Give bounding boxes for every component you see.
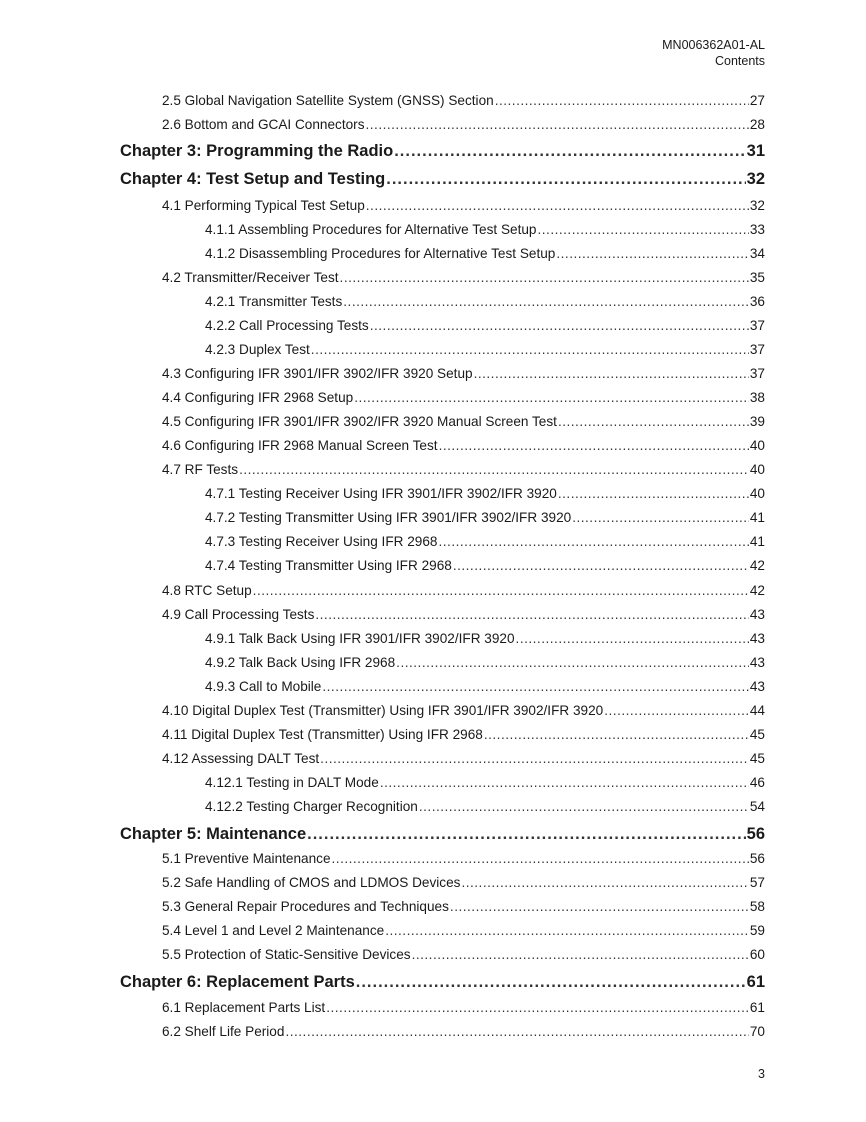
toc-entry-title: 4.4 Configuring IFR 2968 Setup (162, 390, 354, 405)
toc-entry-title: 2.6 Bottom and GCAI Connectors (162, 117, 365, 132)
dot-leader (322, 677, 749, 697)
toc-entry-title: 4.2 Transmitter/Receiver Test (162, 270, 339, 285)
dot-leader (253, 581, 749, 601)
toc-chapter-entry[interactable] (120, 139, 765, 163)
toc-entry[interactable] (205, 244, 765, 264)
toc-entry[interactable] (162, 460, 765, 480)
dot-leader (285, 1022, 748, 1042)
toc-entry-title: 4.10 Digital Duplex Test (Transmitter) Using IFR 3901/IFR 3902/IFR 3920 (162, 703, 604, 718)
toc-entry-page: 27 (749, 93, 765, 108)
toc-entry-page: 40 (749, 486, 765, 501)
toc-entry-title: 4.3 Configuring IFR 3901/IFR 3902/IFR 3920 Setup (162, 366, 473, 381)
toc-entry-title: 4.9.1 Talk Back Using IFR 3901/IFR 3902/IFR 3920 (205, 631, 515, 646)
toc-entry-page: 45 (749, 727, 765, 742)
toc-entry[interactable] (205, 484, 765, 504)
toc-entry[interactable] (162, 897, 765, 917)
toc-entry[interactable] (162, 921, 765, 941)
toc-entry-title: 5.2 Safe Handling of CMOS and LDMOS Devices (162, 875, 461, 890)
toc-entry-title: 4.1.1 Assembling Procedures for Alternative Test Setup (205, 222, 537, 237)
toc-entry-title: 4.2.1 Transmitter Tests (205, 294, 343, 309)
toc-chapter-entry[interactable] (120, 970, 765, 994)
dot-leader (396, 653, 749, 673)
toc-entry[interactable] (162, 115, 765, 135)
dot-leader (450, 897, 749, 917)
toc-entry-page: 32 (749, 198, 765, 213)
toc-entry[interactable] (205, 340, 765, 360)
page-header (662, 37, 765, 69)
dot-leader (516, 629, 749, 649)
dot-leader (556, 244, 749, 264)
dot-leader (340, 268, 749, 288)
toc-entry-page: 43 (749, 655, 765, 670)
toc-entry-title: 4.7.3 Testing Receiver Using IFR 2968 (205, 534, 438, 549)
dot-leader (453, 556, 749, 576)
toc-entry-page: 58 (749, 899, 765, 914)
toc-entry[interactable] (162, 725, 765, 745)
toc-entry-page: 44 (749, 703, 765, 718)
toc-entry[interactable] (162, 1022, 765, 1042)
toc-entry-page: 32 (746, 170, 765, 188)
toc-entry-title: 5.4 Level 1 and Level 2 Maintenance (162, 923, 385, 938)
toc-entry[interactable] (205, 316, 765, 336)
toc-entry-title: 6.2 Shelf Life Period (162, 1024, 285, 1039)
toc-entry-page: 28 (749, 117, 765, 132)
toc-entry-page: 43 (749, 679, 765, 694)
toc-entry-title: 4.6 Configuring IFR 2968 Manual Screen Test (162, 438, 438, 453)
dot-leader (439, 436, 749, 456)
toc-entry[interactable] (162, 412, 765, 432)
dot-leader (320, 749, 749, 769)
toc-entry[interactable] (162, 701, 765, 721)
toc-entry-title: 4.9 Call Processing Tests (162, 607, 315, 622)
toc-entry[interactable] (205, 653, 765, 673)
toc-entry-title: 4.1 Performing Typical Test Setup (162, 198, 365, 213)
toc-entry-title: 2.5 Global Navigation Satellite System (GNSS) Section (162, 93, 494, 108)
toc-entry[interactable] (162, 749, 765, 769)
toc-entry-page: 45 (749, 751, 765, 766)
toc-entry[interactable] (162, 91, 765, 111)
toc-entry-title: 4.9.3 Call to Mobile (205, 679, 322, 694)
toc-entry-title: Chapter 5: Maintenance (120, 825, 307, 843)
toc-entry[interactable] (162, 196, 765, 216)
toc-entry-page: 43 (749, 631, 765, 646)
toc-entry-page: 42 (749, 558, 765, 573)
dot-leader (461, 873, 748, 893)
toc-entry[interactable] (162, 581, 765, 601)
toc-entry-title: 4.7.2 Testing Transmitter Using IFR 3901/IFR 3902/IFR 3920 (205, 510, 572, 525)
toc-entry[interactable] (205, 629, 765, 649)
toc-entry-title: 4.12 Assessing DALT Test (162, 751, 320, 766)
dot-leader (572, 508, 749, 528)
toc-entry[interactable] (162, 998, 765, 1018)
toc-entry-title: 5.3 General Repair Procedures and Techniques (162, 899, 449, 914)
dot-leader (239, 460, 749, 480)
dot-leader (474, 364, 749, 384)
toc-entry[interactable] (162, 364, 765, 384)
toc-entry-page: 39 (749, 414, 765, 429)
toc-chapter-entry[interactable] (120, 167, 765, 191)
toc-entry-page: 38 (749, 390, 765, 405)
toc-entry-page: 56 (746, 825, 765, 843)
dot-leader (343, 292, 749, 312)
toc-entry[interactable] (205, 508, 765, 528)
toc-entry-page: 54 (749, 799, 765, 814)
dot-leader (558, 412, 749, 432)
toc-entry-page: 37 (749, 342, 765, 357)
dot-leader (495, 91, 749, 111)
toc-entry-page: 59 (749, 923, 765, 938)
toc-entry-title: Chapter 4: Test Setup and Testing (120, 170, 386, 188)
toc-entry-title: 4.9.2 Talk Back Using IFR 2968 (205, 655, 396, 670)
page-number: 3 (758, 1067, 765, 1081)
dot-leader (366, 196, 749, 216)
toc-entry-page: 56 (749, 851, 765, 866)
toc-entry-title: 4.7.4 Testing Transmitter Using IFR 2968 (205, 558, 452, 573)
toc-entry[interactable] (162, 388, 765, 408)
toc-entry[interactable] (205, 292, 765, 312)
toc-entry-page: 40 (749, 462, 765, 477)
toc-entry-page: 42 (749, 583, 765, 598)
toc-entry[interactable] (162, 436, 765, 456)
dot-leader (307, 822, 746, 846)
toc-entry-page: 37 (749, 318, 765, 333)
section-title: Contents (714, 54, 765, 68)
dot-leader (604, 701, 749, 721)
toc-entry-page: 31 (746, 142, 765, 160)
toc-entry-title: 5.1 Preventive Maintenance (162, 851, 331, 866)
toc-entry-page: 41 (749, 534, 765, 549)
dot-leader (366, 115, 749, 135)
dot-leader (419, 797, 749, 817)
toc-entry[interactable] (162, 849, 765, 869)
dot-leader (394, 139, 745, 163)
dot-leader (380, 773, 749, 793)
toc-entry[interactable] (205, 677, 765, 697)
toc-entry-title: 4.1.2 Disassembling Procedures for Alternative Test Setup (205, 246, 556, 261)
dot-leader (370, 316, 749, 336)
toc-entry-page: 41 (749, 510, 765, 525)
dot-leader (558, 484, 749, 504)
toc-entry-page: 61 (749, 1000, 765, 1015)
toc-entry[interactable] (205, 532, 765, 552)
toc-entry-title: Chapter 6: Replacement Parts (120, 973, 355, 991)
toc-entry[interactable] (205, 220, 765, 240)
toc-entry[interactable] (205, 556, 765, 576)
dot-leader (484, 725, 749, 745)
toc-entry-page: 57 (749, 875, 765, 890)
dot-leader (354, 388, 749, 408)
dot-leader (537, 220, 748, 240)
toc-entry-title: 5.5 Protection of Static-Sensitive Devices (162, 947, 411, 962)
toc-entry-title: 4.11 Digital Duplex Test (Transmitter) Using IFR 2968 (162, 727, 483, 742)
toc-entry-page: 34 (749, 246, 765, 261)
toc-entry[interactable] (162, 605, 765, 625)
toc-entry-title: Chapter 3: Programming the Radio (120, 142, 394, 160)
dot-leader (332, 849, 749, 869)
toc-entry-page: 61 (746, 973, 765, 991)
toc-entry-title: 4.8 RTC Setup (162, 583, 252, 598)
toc-entry-page: 40 (749, 438, 765, 453)
toc-entry-title: 4.7.1 Testing Receiver Using IFR 3901/IFR 3902/IFR 3920 (205, 486, 557, 501)
dot-leader (386, 167, 745, 191)
document-id: MN006362A01-AL (662, 38, 765, 52)
toc-entry-title: 4.5 Configuring IFR 3901/IFR 3902/IFR 3920 Manual Screen Test (162, 414, 557, 429)
toc-entry[interactable] (205, 797, 765, 817)
toc-entry-page: 36 (749, 294, 765, 309)
toc-entry-page: 43 (749, 607, 765, 622)
toc-entry-page: 70 (749, 1024, 765, 1039)
toc-entry[interactable] (162, 268, 765, 288)
toc-entry-page: 37 (749, 366, 765, 381)
toc-entry-title: 4.7 RF Tests (162, 462, 239, 477)
toc-entry-page: 60 (749, 947, 765, 962)
dot-leader (438, 532, 748, 552)
toc-chapter-entry[interactable] (120, 822, 765, 846)
dot-leader (412, 945, 749, 965)
dot-leader (385, 921, 749, 941)
toc-entry[interactable] (162, 945, 765, 965)
toc-entry[interactable] (162, 873, 765, 893)
toc-entry-title: 6.1 Replacement Parts List (162, 1000, 326, 1015)
dot-leader (311, 340, 749, 360)
toc-entry-title: 4.2.2 Call Processing Tests (205, 318, 369, 333)
toc-entry[interactable] (205, 773, 765, 793)
toc-entry-title: 4.12.2 Testing Charger Recognition (205, 799, 418, 814)
toc-entry-page: 33 (749, 222, 765, 237)
toc-entry-page: 35 (749, 270, 765, 285)
dot-leader (315, 605, 749, 625)
toc-entry-page: 46 (749, 775, 765, 790)
dot-leader (356, 970, 746, 994)
toc-entry-title: 4.12.1 Testing in DALT Mode (205, 775, 379, 790)
dot-leader (326, 998, 749, 1018)
toc-entry-title: 4.2.3 Duplex Test (205, 342, 310, 357)
